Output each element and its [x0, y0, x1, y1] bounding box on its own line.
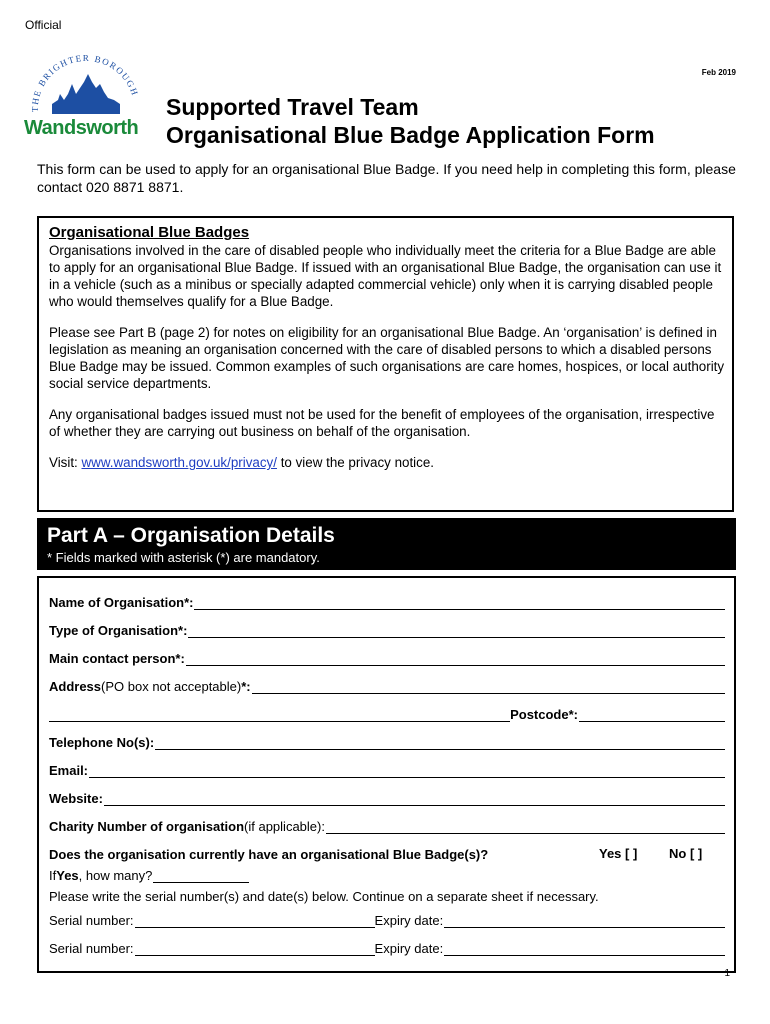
serial-field-1[interactable] [135, 915, 375, 928]
phone-row [49, 732, 725, 750]
form-date: Feb 2019 [701, 68, 736, 77]
info-box [37, 216, 734, 512]
yes-checkbox[interactable]: Yes [ ] [599, 846, 638, 861]
name-label: Name of Organisation*: [49, 595, 194, 610]
visit-prefix: Visit: [49, 455, 82, 470]
serial-label-1: Serial number: [49, 913, 134, 928]
if-yes: Yes [56, 868, 79, 883]
type-row [49, 620, 725, 638]
expiry-field-1[interactable] [444, 915, 725, 928]
contact-field[interactable] [186, 653, 725, 666]
logo-wordmark: Wandsworth [24, 117, 139, 139]
contact-row [49, 648, 725, 666]
serial-row-2 [49, 938, 725, 956]
address-label: Address [49, 679, 102, 694]
serial-instruction-row [49, 886, 725, 904]
website-label: Website: [49, 791, 103, 806]
expiry-label-1: Expiry date: [374, 913, 444, 928]
name-row [49, 592, 725, 610]
how-many-field[interactable] [153, 870, 249, 883]
how-many-row [49, 865, 725, 883]
page-title-form: Organisational Blue Badge Application Form [166, 122, 655, 148]
phone-field[interactable] [155, 737, 725, 750]
postcode-row [49, 704, 725, 722]
expiry-label-2: Expiry date: [374, 941, 444, 956]
serial-field-2[interactable] [135, 943, 375, 956]
charity-label: Charity Number of organisation [49, 819, 245, 834]
email-label: Email: [49, 763, 89, 778]
info-heading: Organisational Blue Badges [49, 224, 250, 241]
charity-note: (if applicable): [244, 819, 325, 834]
type-field[interactable] [188, 625, 725, 638]
postcode-field[interactable] [579, 709, 725, 722]
serial-row-1 [49, 910, 725, 928]
part-a-subtitle: * Fields marked with asterisk (*) are mandatory. [47, 550, 320, 565]
address-note: (PO box not acceptable) [101, 679, 242, 694]
address-suffix: *: [241, 679, 251, 694]
email-field[interactable] [89, 765, 725, 778]
logo-arc-text: THE BRIGHTER BOROUGH [29, 54, 141, 113]
phone-label: Telephone No(s): [49, 735, 155, 750]
address-line-2-field[interactable] [49, 709, 510, 722]
charity-row [49, 816, 725, 834]
badge-question: Does the organisation currently have an organisational Blue Badge(s)? [49, 847, 489, 862]
info-para-2: Please see Part B (page 2) for notes on eligibility for an organisational Blue Badge. An ‘organisation’ is defined in legislation as meaning an organisation concerned with the care of disabled persons to which a disabled persons Blue Badge may be issued. Common examples of such organisations are care homes, hospices, or local authority social service departments. [49, 325, 725, 391]
info-para-3: Any organisational badges issued must not be used for the benefit of employees of the organisation, irrespective of whether they are carrying out business on behalf of the organisation. [49, 407, 715, 439]
page-title-team: Supported Travel Team [166, 94, 419, 120]
charity-field[interactable] [326, 821, 725, 834]
address-row [49, 676, 725, 694]
classification-label: Official [25, 18, 62, 32]
email-row [49, 760, 725, 778]
type-label: Type of Organisation*: [49, 623, 188, 638]
part-a-title: Part A – Organisation Details [47, 524, 335, 547]
info-para-1: Organisations involved in the care of disabled people who individually meet the criteria for a Blue Badge are able to apply for an organisational Blue Badge. If issued with an organisational Blue Badge, the organisation can use it in a vehicle (such as a minibus or specially adapted commercial vehicle) only when it is carrying disabled people who would themselves qualify for a Blue Badge. [49, 243, 722, 309]
expiry-field-2[interactable] [444, 943, 725, 956]
name-field[interactable] [194, 597, 725, 610]
no-checkbox[interactable]: No [ ] [669, 846, 703, 861]
contact-label: Main contact person*: [49, 651, 185, 666]
visit-suffix: to view the privacy notice. [276, 455, 435, 470]
page-number: 1 [724, 968, 730, 979]
skyline-icon [52, 74, 120, 114]
serial-label-2: Serial number: [49, 941, 134, 956]
part-a-header [37, 518, 736, 570]
website-row [49, 788, 725, 806]
address-field[interactable] [252, 681, 725, 694]
website-field[interactable] [104, 793, 725, 806]
organisation-details-form [37, 576, 736, 973]
serial-instruction: Please write the serial number(s) and date(s) below. Continue on a separate sheet if necessary. [49, 889, 599, 904]
if-suffix: , how many? [78, 868, 153, 883]
privacy-line [49, 454, 729, 471]
if-prefix: If [49, 868, 57, 883]
postcode-label: Postcode*: [510, 707, 578, 722]
privacy-link[interactable]: www.wandsworth.gov.uk/privacy/ [81, 455, 277, 470]
intro-text: This form can be used to apply for an organisational Blue Badge. If you need help in completing this form, please contact 020 8871 8871. [37, 161, 736, 195]
